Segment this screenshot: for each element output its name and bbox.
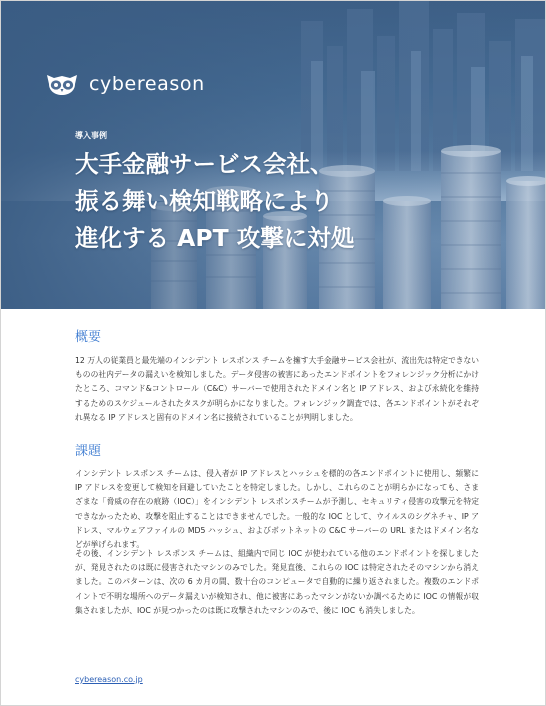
section-heading-challenge: 課題 bbox=[75, 444, 102, 459]
case-study-label: 導入事例 bbox=[75, 131, 107, 140]
title-line: 大手金融サービス会社、 bbox=[75, 150, 334, 178]
hero-banner bbox=[1, 1, 545, 309]
owl-logo-icon bbox=[45, 72, 79, 96]
title-line: 進化する APT 攻撃に対処 bbox=[75, 224, 355, 252]
title-line: 振る舞い検知戦略により bbox=[75, 187, 334, 215]
brand-logo[interactable] bbox=[45, 69, 205, 99]
challenge-paragraph-1: インシデント レスポンス チームは、侵入者が IP アドレスとハッシュを標的の各エンドポイントに使用し、頻繁に IP アドレスを変更して検知を回避していたことを特定しました。しかし、これらのことが明らかになっても、さまざまな「脅威の存在の痕跡（IOC）」をインシデント レスポンスチームが予測し、セキュリティ侵害の攻撃元を特定できなかったため、攻撃を阻止することはできませんでした。一般的な IOC として、ウイルスのシグネチャ、IP アドレス、マルウェアファイルの MD5 ハッシュ、およびボットネットの C&C サーバーの URL またはドメイン名などが挙げられます。 bbox=[75, 469, 479, 550]
challenge-paragraph-2: その後、インシデント レスポンス チームは、組織内で同じ IOC が使われている他のエンドポイントを探しましたが、発見されたのは既に侵害されたマシンのみでした。発見直後、これらの IOC は特定されたそのマシンから消えました。このパターンは、次の 6 カ月の間、数十台のコンピュータで自動的に繰り返されました。複数のエンドポイントで不明な場所へのデータ漏えいが検知され、他に被害にあったマシンがないか調べるために IOC の情報が収集されましたが、IOC が見つかったのは既に攻撃されたマシンのみで、後に IOC も消失しました。 bbox=[75, 549, 479, 615]
website-link[interactable]: cybereason.co.jp bbox=[75, 675, 143, 684]
overview-paragraph: 12 万人の従業員と最先端のインシデント レスポンス チームを擁す大手金融サービス会社が、流出先は特定できないものの社内データの漏えいを検知しました。データ侵害の被害にあったエンドポイントをフォレンジック分析にかけたところ、コマンド&コントロール（C&C）サーバーで使用されたドメイン名と IP アドレス、および永続化を維持するためのスケジュールされたタスクが明らかになりました。フォレンジック調査では、各エンドポイントがそれぞれ異なる IP アドレスと固有のドメイン名に接続されていることが判明しました。 bbox=[75, 356, 479, 422]
brand-wordmark: cybereason bbox=[89, 73, 205, 95]
section-heading-overview: 概要 bbox=[75, 330, 102, 345]
page-title bbox=[75, 146, 515, 257]
